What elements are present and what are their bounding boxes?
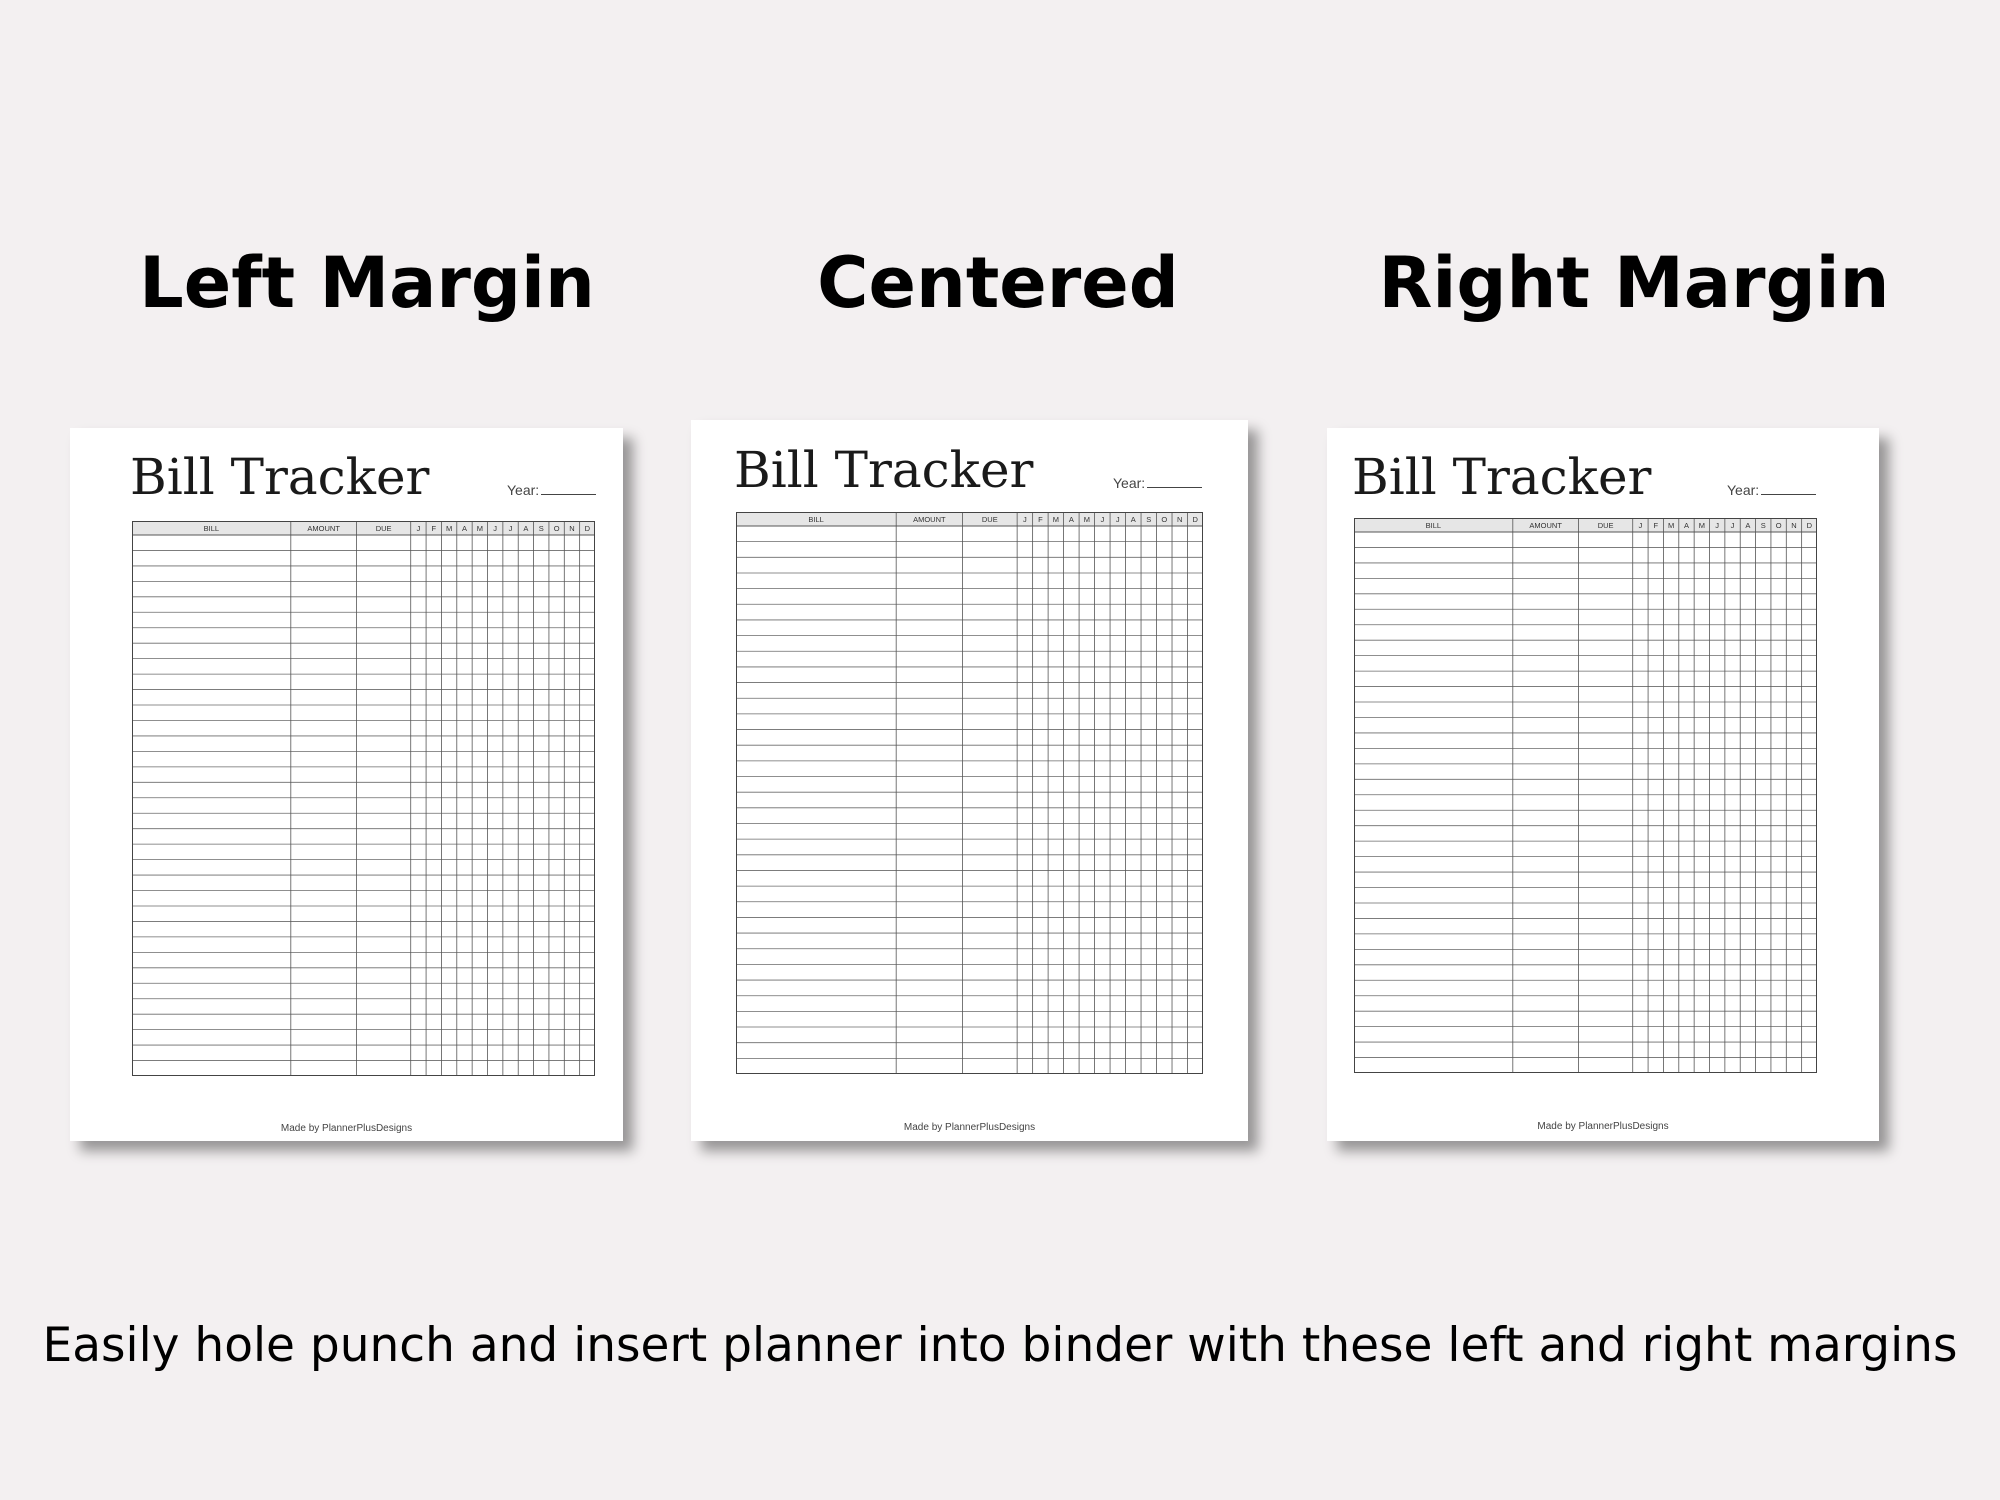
bill-tracker-table xyxy=(132,521,595,1076)
year-label: Year: xyxy=(1727,482,1760,498)
year-field xyxy=(1113,475,1202,491)
planner-page-centered xyxy=(691,420,1248,1141)
table-header-m: M xyxy=(1083,515,1090,524)
table-header-j: J xyxy=(1100,515,1105,524)
table-header-a: A xyxy=(1068,515,1074,524)
table-header-o: O xyxy=(1775,521,1782,530)
page-title: Bill Tracker xyxy=(734,441,1034,499)
bill-tracker-table xyxy=(1354,518,1817,1073)
planner-page-right-margin xyxy=(1327,428,1879,1141)
table-header-a: A xyxy=(523,524,529,533)
table-header-bill: BILL xyxy=(1425,521,1442,530)
footer-credit: Made by PlannerPlusDesigns xyxy=(903,1122,1036,1133)
table-header-n: N xyxy=(1177,515,1183,524)
footer-credit: Made by PlannerPlusDesigns xyxy=(1537,1121,1669,1132)
page-title: Bill Tracker xyxy=(1352,448,1652,506)
table-header-f: F xyxy=(1038,515,1043,524)
table-header-d: D xyxy=(1806,521,1813,530)
footer-credit: Made by PlannerPlusDesigns xyxy=(280,1123,413,1134)
table-header-s: S xyxy=(538,524,544,533)
table-header-amount: AMOUNT xyxy=(307,524,340,533)
year-field xyxy=(1727,482,1816,498)
table-header-j: J xyxy=(1730,521,1735,530)
table-header-m: M xyxy=(1698,521,1705,530)
heading-centered: Centered xyxy=(817,242,1179,324)
table-header-m: M xyxy=(445,524,453,533)
heading-right-margin: Right Margin xyxy=(1378,242,1890,324)
table-header-a: A xyxy=(1745,521,1751,530)
table-header-j: J xyxy=(1715,521,1720,530)
table-border xyxy=(133,522,595,1076)
table-header-o: O xyxy=(553,524,560,533)
bill-tracker-table xyxy=(736,512,1203,1074)
table-header-bill: BILL xyxy=(808,515,824,524)
year-label: Year: xyxy=(1113,475,1146,491)
table-header-f: F xyxy=(1653,521,1659,530)
table-border xyxy=(1355,519,1817,1073)
table-header-f: F xyxy=(431,524,437,533)
table-header-j: J xyxy=(493,524,498,533)
table-header-a: A xyxy=(1683,521,1689,530)
heading-left-margin: Left Margin xyxy=(139,242,595,324)
table-header-amount: AMOUNT xyxy=(1529,521,1562,530)
table-header-s: S xyxy=(1760,521,1766,530)
table-header-m: M xyxy=(476,524,483,533)
table-header-a: A xyxy=(1130,515,1136,524)
caption-text: Easily hole punch and insert planner into binder with these left and right margins xyxy=(42,1318,1958,1373)
planner-page-left-margin xyxy=(70,428,623,1141)
table-header-due: DUE xyxy=(981,515,998,524)
table-header-m: M xyxy=(1052,515,1059,524)
table-header-j: J xyxy=(1115,515,1120,524)
table-header-bill: BILL xyxy=(203,524,220,533)
table-header-d: D xyxy=(584,524,591,533)
table-header-j: J xyxy=(1638,521,1643,530)
year-label: Year: xyxy=(507,482,540,498)
table-header-m: M xyxy=(1667,521,1675,530)
table-header-j: J xyxy=(416,524,421,533)
page-title: Bill Tracker xyxy=(130,448,430,506)
year-blank-line xyxy=(1761,494,1816,495)
table-header-n: N xyxy=(569,524,575,533)
year-blank-line xyxy=(541,494,596,495)
table-header-amount: AMOUNT xyxy=(913,515,946,524)
table-header-a: A xyxy=(461,524,467,533)
year-field xyxy=(507,482,596,498)
table-header-due: DUE xyxy=(1597,521,1614,530)
table-header-due: DUE xyxy=(375,524,392,533)
table-header-s: S xyxy=(1146,515,1152,524)
table-header-n: N xyxy=(1791,521,1797,530)
table-header-j: J xyxy=(508,524,513,533)
table-header-o: O xyxy=(1161,515,1168,524)
table-header-d: D xyxy=(1192,515,1198,524)
year-blank-line xyxy=(1147,487,1202,488)
table-header-j: J xyxy=(1023,515,1027,524)
table-border xyxy=(737,513,1203,1074)
